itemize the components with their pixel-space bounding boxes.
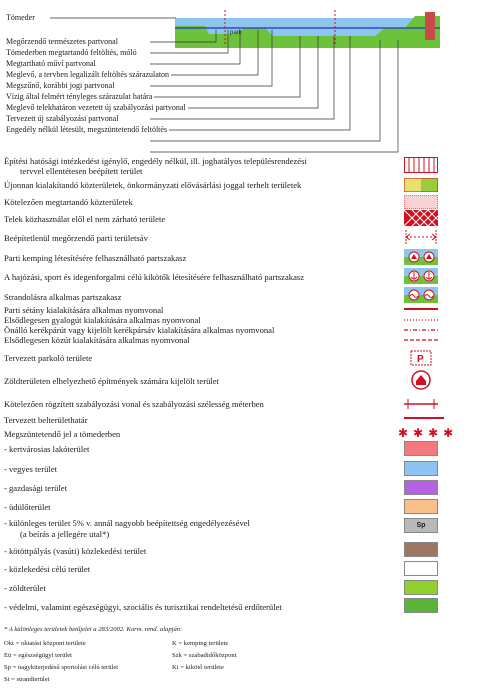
diagram-label-8: Tervezett új szabályozási partvonal xyxy=(6,114,119,123)
sp-badge: Sp xyxy=(404,518,438,533)
legend-text-15: Tervezett belterülethatár xyxy=(4,415,88,425)
zone-text-0: - kertvárosias lakóterület xyxy=(4,444,90,454)
asterisks-icon: ✱✱✱✱ xyxy=(398,426,459,440)
legend-text-0: Építési hatósági intézkedést igénylő, engedély nélkül, ill. joghatályos településrendezési xyxy=(4,156,307,166)
dotted-yellow-green-icon xyxy=(404,178,438,192)
leader-lines xyxy=(0,0,490,160)
legend-text-13: Zöldterületen elhelyezhető építmények számára kijelölt terület xyxy=(4,376,219,386)
zone-swatch-1 xyxy=(404,461,438,476)
zone-swatch-0 xyxy=(404,441,438,456)
hatch-red-vertical-icon xyxy=(404,157,438,173)
legend-text-4: Beépítetlenül megőrzendő parti területsáv xyxy=(4,233,148,243)
legend-text-7: Strandolásra alkalmas partszakasz xyxy=(4,292,122,302)
diagram-label-3: Megtartható műví partvonal xyxy=(6,59,96,68)
legend-text-0b: tervvel ellentétesen beépített terület xyxy=(20,166,143,176)
legend-text-8: Parti sétány kialakítására alkalmas nyomvonal xyxy=(4,305,164,315)
camping-band-icon xyxy=(404,249,438,265)
legend-text-14: Kötelezően rögzített szabályozási vonal és szabályozási szélesség méterben xyxy=(4,399,264,409)
footnote-left-1: Eü = egészségügyi terület xyxy=(4,652,72,659)
footnote-left-2: Sp = nagykiterjedésű sportolási célú terület xyxy=(4,664,119,671)
line-dotted-icon xyxy=(404,317,438,323)
diagram-label-9: Engedély nélkül létesült, megszüntetendő feltöltés xyxy=(6,125,168,134)
diagram-label-6: Vízig által felmért tényleges szárazulat határa xyxy=(6,92,153,101)
zone-text-2: - gazdasági terület xyxy=(4,483,67,493)
legend-text-10: Önálló kerékpárút vagy kijelölt kerékpársáv kialakítására alkalmas nyomvonal xyxy=(4,325,275,335)
dotted-red-icon xyxy=(404,195,438,209)
park-label: park xyxy=(230,30,242,36)
zone-text-5: - kötöttpályás (vasúti) közlekedési terület xyxy=(4,546,147,556)
legend-text-11: Elsődlegesen közút kialakítására alkalmas nyomvonal xyxy=(4,335,190,345)
diagram-label-2: Tömederben megtartandó feltöltés, móló xyxy=(6,48,137,57)
zone-swatch-8 xyxy=(404,598,438,613)
arrows-red-dashed-icon xyxy=(404,227,438,247)
zone-text-8: - védelmi, valamint egészségügyi, szociális és turisztikai rendeltetésű erdőterület xyxy=(4,602,282,612)
footnote-left-0: Okt = oktatási központ területe xyxy=(4,640,86,647)
diagram-label-4: Meglevő, a tervben legalizált feltöltés szárazulaton xyxy=(6,70,170,79)
boundary-red-icon xyxy=(404,414,444,422)
zone-swatch-7 xyxy=(404,580,438,595)
footnote-right-1: Szk = szabadidőközpont xyxy=(172,652,237,659)
circle-house-icon xyxy=(410,369,432,391)
diagram-label-1: Megőrzendő természetes partvonal xyxy=(6,37,118,46)
diagram-label-5: Megszűnő, korábbi jogi partvonal xyxy=(6,81,115,90)
zone-text-4: - különleges terület 5% v. annál nagyobb beépítettség engedélyezésével xyxy=(4,518,250,528)
zone-swatch-6 xyxy=(404,561,438,576)
reg-line-icon xyxy=(404,397,438,411)
footnote-left-3: St = strandterület xyxy=(4,676,50,683)
zone-text-7: - zöldterület xyxy=(4,583,46,593)
zone-text-3: - üdülőterület xyxy=(4,502,51,512)
legend-text-3: Telek közhasználat elől el nem zárható területe xyxy=(4,214,166,224)
anchor-band-icon xyxy=(404,268,438,284)
zone-text-6: - közlekedési célú terület xyxy=(4,564,91,574)
legend-text-2: Kötelezően megtartandó közterületek xyxy=(4,197,133,207)
crosshatch-red-icon xyxy=(404,210,438,226)
zone-swatch-5 xyxy=(404,542,438,557)
line-red-icon xyxy=(404,306,438,312)
zone-text-4b: (a beírás a jellegére utal*) xyxy=(20,529,110,539)
diagram-label-0: Tömeder xyxy=(6,13,35,22)
footnote-title: * A különleges területek betűjelei a 283/2002. Korm. rend. alapján: xyxy=(4,626,183,633)
legend-text-9: Elsődlegesen gyalogút kialakítására alkalmas nyomvonal xyxy=(4,315,201,325)
parking-icon xyxy=(410,349,432,367)
zone-swatch-2 xyxy=(404,480,438,495)
legend-text-5: Parti kemping létesítésére felhasználható partszakasz xyxy=(4,253,187,263)
footnote-right-2: Ki = kikötő területe xyxy=(172,664,224,671)
legend-text-1: Újonnan kialakítandó közterületek, önkormányzati elővásárlási joggal terhelt területek xyxy=(4,180,302,190)
svg-text:P: P xyxy=(417,354,424,365)
legend-text-12: Tervezett parkoló területe xyxy=(4,353,93,363)
beach-band-icon xyxy=(404,287,438,303)
line-dashdot-icon xyxy=(404,327,438,333)
line-dashed-icon xyxy=(404,337,438,343)
zone-text-1: - vegyes terület xyxy=(4,464,57,474)
footnote-right-0: K = kemping területe xyxy=(172,640,229,647)
zone-swatch-3 xyxy=(404,499,438,514)
legend-text-16: Megszüntetendő jel a tömederben xyxy=(4,429,121,439)
diagram-label-7: Meglevő telekhatáron vezetett új szabályozási partvonal xyxy=(6,103,186,112)
legend-text-6: A hajózási, sport és idegenforgalmi célú kikötők létesítésére felhasználható partszakasz xyxy=(4,272,305,282)
